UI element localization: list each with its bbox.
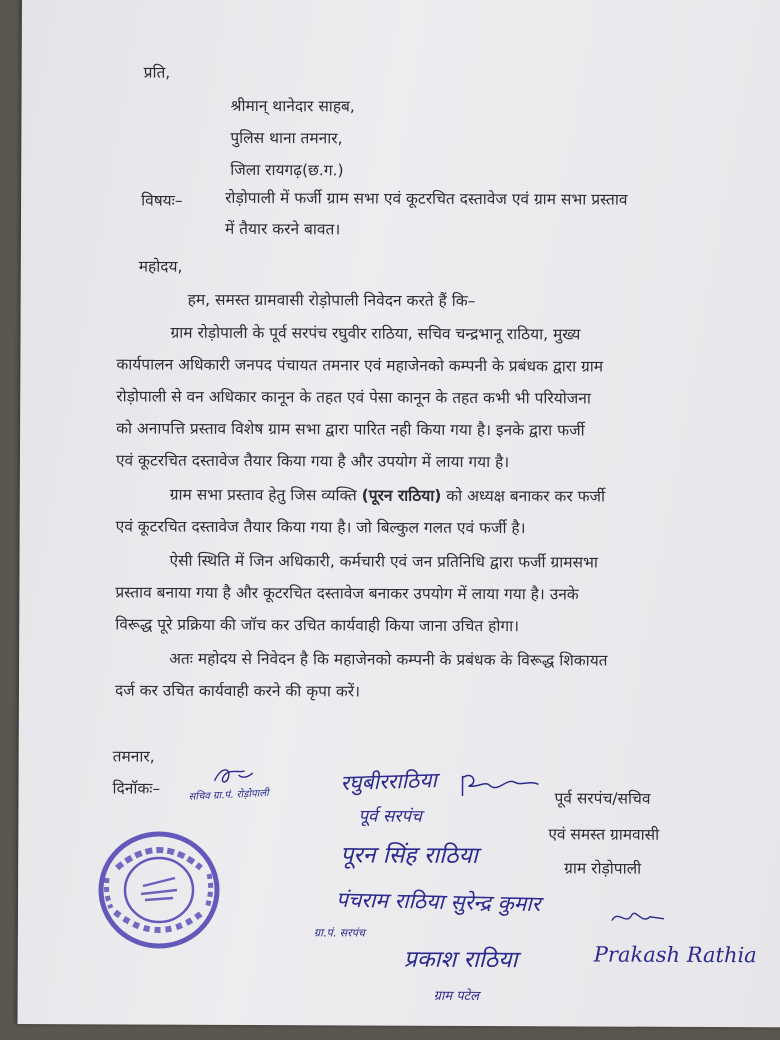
sarpanch-signature: रघुबीरराठिया [340,768,438,796]
secretary-title-handwriting: सचिव ग्रा.पं. रोड़ोपाली [188,787,269,803]
addressee-line-2: पुलिस थाना तमनार, [230,128,343,148]
prakash-latin-signature: Prakash Rathia [593,942,757,968]
para1-line-1: ग्राम रोड़ोपाली के पूर्व सरपंच रघुवीर राठिया, सचिव चन्द्रभानू राठिया, मुख्य [170,323,581,344]
sender-line-1: पूर्व सरपंच/सचिव [554,789,651,808]
para1-line-4: को अनापत्ति प्रस्ताव विशेष ग्राम सभा द्वारा पारित नही किया गया है। इनके द्वारा फर्जी [116,419,585,440]
para3-line-2: प्रस्ताव बनाया गया है और कूटरचित दस्तावेज बनाकर उपयोग में लाया गया है। उनके [115,583,579,604]
para4-line-1: अतः महोदय से निवेदन है कि महाजेनको कम्पनी के प्रबंधक के विरूद्ध शिकायत [169,649,608,670]
para2-bold-name: (पूरन राठिया) [361,486,442,505]
sender-line-2: एवं समस्त ग्रामवासी [548,825,660,844]
village-panchayat-seal [95,828,223,952]
sarpanch-title-handwriting: पूर्व सरपंच [358,806,422,827]
sarpanch-signature-scribble [458,766,548,806]
para2-text-after: को अध्यक्ष बनाकर कर फर्जी [441,486,606,506]
sender-line-3: ग्राम रोड़ोपाली [564,859,642,878]
para1-line-3: रोड़ोपाली से वन अधिकार कानून के तहत एवं पेसा कानून के तहत कभी भी परियोजना [116,387,591,408]
puran-signature: पूरन सिंह राठिया [340,842,478,869]
para1-line-2: कार्यपालन अधिकारी जनपद पंचायत तमनार एवं महाजेनको कम्पनी के प्रबंधक द्वारा ग्राम [116,355,604,376]
para1-line-5: एवं कूटरचित दस्तावेज तैयार किया गया है और उपयोग में लाया गया है। [115,451,510,472]
para3-line-3: विरूद्ध पूरे प्रक्रिया की जॉच कर उचित कार्यवाही किया जाना उचित होगा। [115,615,520,636]
addressee-line-1: श्रीमान् थानेदार साहब, [230,96,355,116]
panch-signature-scribble [608,903,668,933]
para2-line-2: एवं कूटरचित दस्तावेज तैयार किया गया है। जो बिल्कुल गलत एवं फर्जी है। [115,517,526,538]
para2-line-1 [170,483,605,507]
panch-signature: पंचराम राठिया सुरेन्द्र कुमार [335,887,541,917]
para4-line-2: दर्ज कर उचित कार्यवाही करने की कृपा करें। [114,681,361,701]
date-label: दिनॉकः– [112,779,161,798]
place-text: तमनार, [112,747,155,766]
subject-line-2: में तैयार करने बावत। [224,219,341,239]
prati-text: प्रति, [143,63,171,82]
para3-line-1: ऐसी स्थिति में जिन अधिकारी, कर्मचारी एवं जन प्रतिनिधि द्वारा फर्जी ग्रामसभा [169,551,598,572]
para2-text-before: ग्राम सभा प्रस्ताव हेतु जिस व्यक्ति [169,485,362,505]
salutation: महोदय, [138,257,183,276]
subject-label: विषयः– [141,191,183,210]
prakash-title-handwriting: ग्राम पटेल [433,988,480,1005]
intro-line: हम, समस्त ग्रामवासी रोड़ोपाली निवेदन करते हैं कि– [187,290,476,310]
addressee-line-3: जिला रायगढ़(छ.ग.) [230,160,344,180]
prakash-signature: प्रकाश राठिया [403,946,518,974]
panch-title-handwriting: ग्रा.पं. सरपंच [313,926,365,940]
subject-line-1: रोड़ोपाली में फर्जी ग्राम सभा एवं कूटरचित दस्तावेज एवं ग्राम सभा प्रस्ताव [225,188,628,209]
